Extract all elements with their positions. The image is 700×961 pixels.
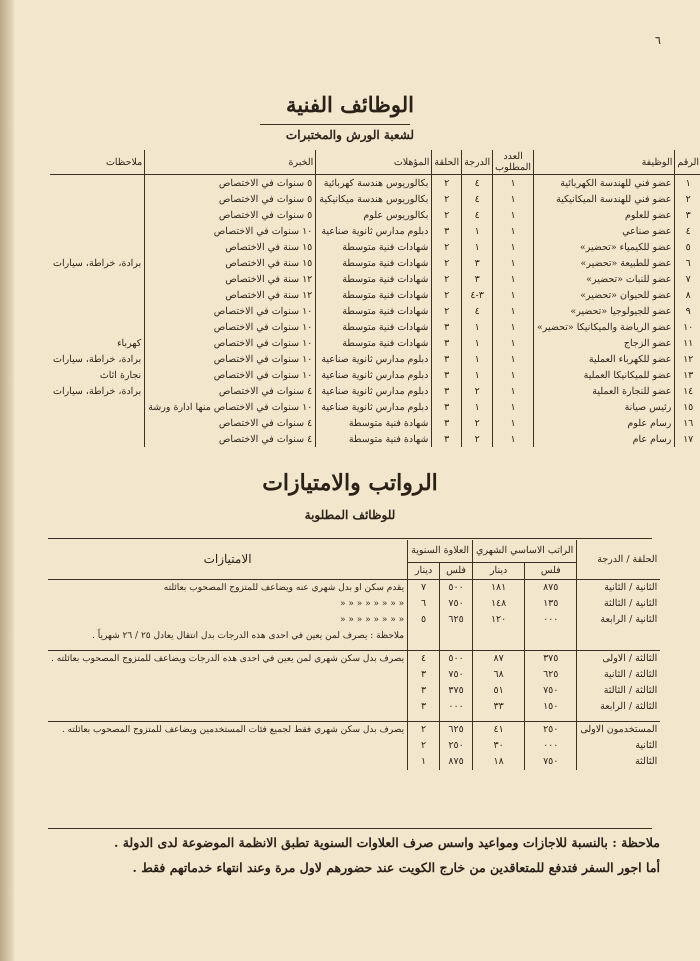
job-note	[50, 415, 145, 431]
job-title: عضو للكيمياء «تحضير»	[534, 239, 675, 255]
basic-dinar	[473, 628, 525, 644]
salary-top-rule	[48, 538, 652, 539]
page-number: ٦	[655, 34, 661, 47]
privilege-text: يصرف بدل سكن شهري لمن يعين في احدى هذه الدرجات ويضاعف للمتزوج المصحوب بعائلته .	[48, 650, 408, 667]
job-count: ١	[493, 431, 534, 447]
job-number: ٨	[675, 287, 700, 303]
job-note	[50, 287, 145, 303]
header-basic-salary: الراتب الاساسي الشهري	[473, 540, 577, 562]
job-note: برادة، خراطة، سيارات	[53, 257, 142, 269]
job-note	[50, 239, 145, 255]
job-row	[50, 415, 700, 431]
basic-fils: ٧٥٠	[525, 683, 577, 699]
salary-row	[48, 699, 660, 715]
job-ring: ٢	[432, 303, 462, 319]
job-number: ١٢	[675, 351, 700, 367]
job-count: ١	[493, 399, 534, 415]
annual-dinar: ٢	[408, 721, 440, 738]
job-title: رسام عام	[534, 431, 675, 447]
privilege-text: « « « « « « « «	[340, 598, 405, 609]
job-ring: ٢	[432, 255, 462, 271]
job-row	[50, 207, 700, 223]
job-ring: ٢	[432, 239, 462, 255]
job-count: ١	[493, 351, 534, 367]
basic-dinar: ٨٧	[473, 650, 525, 667]
header-privileges: الامتيازات	[48, 540, 408, 579]
header-grade: الحلقة / الدرجة	[577, 540, 660, 579]
job-degree: ٣-٤	[462, 287, 493, 303]
job-experience: ١٥ سنة في الاختصاص	[145, 255, 316, 271]
annual-fils: ٣٧٥	[440, 683, 473, 699]
basic-fils: ٠٠٠	[525, 612, 577, 628]
annual-fils	[440, 628, 473, 644]
header-qualifications: المؤهلات	[316, 150, 432, 175]
job-experience: ١٠ سنوات في الاختصاص	[145, 351, 316, 367]
privilege-text: يصرف بدل سكن شهري فقط لجميع فئات المستخدمين ويضاعف للمتزوج المصحوب بعائلته .	[48, 721, 408, 738]
privilege-text	[48, 738, 408, 754]
job-experience: ٥ سنوات في الاختصاص	[145, 191, 316, 207]
header-notes: ملاحظات	[50, 150, 145, 175]
job-title: عضو الرياضة والميكانيكا «تحضير»	[534, 319, 675, 335]
job-qualification: دبلوم مدارس ثانوية صناعية	[316, 223, 432, 239]
job-number: ٩	[675, 303, 700, 319]
job-note	[50, 191, 145, 207]
jobs-title: الوظائف الفنية	[286, 92, 414, 117]
job-count: ١	[493, 383, 534, 399]
job-experience: ١٠ سنوات في الاختصاص	[145, 319, 316, 335]
job-experience: ١٠ سنوات في الاختصاص	[145, 223, 316, 239]
job-experience: ١٢ سنة في الاختصاص	[145, 287, 316, 303]
jobs-subtitle: لشعبة الورش والمختبرات	[285, 128, 415, 142]
job-degree: ١	[462, 367, 493, 383]
salary-row	[48, 612, 660, 628]
job-ring: ٣	[432, 351, 462, 367]
salary-grade: الثالثة / الرابعة	[577, 699, 660, 715]
privilege-text	[48, 699, 408, 715]
jobs-header-row	[50, 150, 700, 175]
annual-dinar: ٤	[408, 650, 440, 667]
job-count: ١	[493, 319, 534, 335]
subheader-annual-dinar: دينار	[408, 562, 440, 579]
job-qualification: بكالوريوس هندسة ميكانيكية	[316, 191, 432, 207]
job-number: ١٠	[675, 319, 700, 335]
job-qualification: شهادة فنية متوسطة	[316, 415, 432, 431]
annual-fils: ٧٥٠	[440, 596, 473, 612]
job-number: ٣	[675, 207, 700, 223]
salary-row	[48, 754, 660, 770]
job-ring: ٢	[432, 191, 462, 207]
job-number: ١	[675, 175, 700, 192]
job-qualification: شهادات فنية متوسطة	[316, 303, 432, 319]
job-qualification: شهادات فنية متوسطة	[316, 287, 432, 303]
job-row	[50, 223, 700, 239]
annual-dinar: ٣	[408, 667, 440, 683]
job-count: ١	[493, 271, 534, 287]
job-qualification: بكالوريوس هندسة كهربائية	[316, 175, 432, 192]
subheader-basic-dinar: دينار	[473, 562, 525, 579]
salary-table	[48, 540, 660, 770]
job-row	[50, 399, 700, 415]
job-ring: ٣	[432, 367, 462, 383]
job-degree: ٣	[462, 271, 493, 287]
job-qualification: دبلوم مدارس ثانوية صناعية	[316, 351, 432, 367]
job-row	[50, 287, 700, 303]
job-count: ١	[493, 367, 534, 383]
job-title: عضو فني للهندسة الكهربائية	[534, 175, 675, 192]
job-title: عضو للنبات «تحضير»	[534, 271, 675, 287]
job-row	[50, 175, 700, 192]
job-title: رسام علوم	[534, 415, 675, 431]
job-degree: ١	[462, 335, 493, 351]
job-note: نجارة اثاث	[99, 369, 142, 381]
job-note	[50, 271, 145, 287]
annual-fils: ٧٥٠	[440, 667, 473, 683]
title-underline	[260, 124, 410, 125]
job-ring: ٣	[432, 399, 462, 415]
annual-dinar: ٢	[408, 738, 440, 754]
job-row	[50, 351, 700, 367]
annual-dinar: ٦	[408, 596, 440, 612]
salary-bottom-rule	[48, 828, 652, 829]
salary-grade: الثالثة	[577, 754, 660, 770]
job-experience: ٤ سنوات في الاختصاص	[145, 383, 316, 399]
job-ring: ٢	[432, 287, 462, 303]
privilege-text: « « « « « « « «	[340, 614, 405, 625]
job-degree: ١	[462, 239, 493, 255]
header-job: الوظيفة	[534, 150, 675, 175]
subheader-basic-fils: فلس	[525, 562, 577, 579]
subheader-annual-fils: فلس	[440, 562, 473, 579]
salary-grade: الثانية / الثالثة	[577, 596, 660, 612]
privilege-text	[48, 667, 408, 683]
basic-dinar: ١٨١	[473, 579, 525, 596]
annual-dinar	[408, 628, 440, 644]
job-row	[50, 431, 700, 447]
header-count: العدد المطلوب	[493, 150, 534, 175]
job-count: ١	[493, 239, 534, 255]
job-number: ٤	[675, 223, 700, 239]
job-number: ٢	[675, 191, 700, 207]
basic-fils: ٢٥٠	[525, 721, 577, 738]
job-number: ٦	[675, 255, 700, 271]
job-note	[50, 223, 145, 239]
job-row	[50, 303, 700, 319]
basic-fils: ١٥٠	[525, 699, 577, 715]
job-experience: ١٢ سنة في الاختصاص	[145, 271, 316, 287]
job-ring: ٣	[432, 383, 462, 399]
job-row	[50, 271, 700, 287]
basic-fils: ٦٢٥	[525, 667, 577, 683]
job-qualification: شهادات فنية متوسطة	[316, 271, 432, 287]
job-degree: ١	[462, 319, 493, 335]
basic-dinar: ١٨	[473, 754, 525, 770]
job-experience: ١٥ سنة في الاختصاص	[145, 239, 316, 255]
job-row	[50, 255, 700, 271]
job-experience: ١٠ سنوات في الاختصاص	[145, 303, 316, 319]
job-title: عضو للميكانيكا العملية	[534, 367, 675, 383]
salary-grade: الثانية	[577, 738, 660, 754]
salary-grade: المستخدمون الاولى	[577, 721, 660, 738]
salary-grade: الثالثة / الثالثة	[577, 683, 660, 699]
annual-dinar: ٥	[408, 612, 440, 628]
job-count: ١	[493, 335, 534, 351]
job-number: ٧	[675, 271, 700, 287]
job-degree: ٤	[462, 175, 493, 192]
job-ring: ٣	[432, 431, 462, 447]
job-title: عضو للنجارة العملية	[534, 383, 675, 399]
job-note	[50, 303, 145, 319]
salary-row	[48, 596, 660, 612]
job-qualification: شهادة فنية متوسطة	[316, 431, 432, 447]
basic-dinar: ٥١	[473, 683, 525, 699]
annual-fils: ٥٠٠	[440, 579, 473, 596]
job-degree: ٤	[462, 207, 493, 223]
salary-title: الرواتب والامتيازات	[262, 470, 438, 496]
annual-fils: ٦٢٥	[440, 612, 473, 628]
job-experience: ٤ سنوات في الاختصاص	[145, 415, 316, 431]
job-number: ١١	[675, 335, 700, 351]
job-number: ١٤	[675, 383, 700, 399]
salary-grade: الثانية / الثانية	[577, 579, 660, 596]
job-count: ١	[493, 175, 534, 192]
basic-dinar: ٤١	[473, 721, 525, 738]
job-title: عضو للكهرباء العملية	[534, 351, 675, 367]
job-count: ١	[493, 415, 534, 431]
job-qualification: دبلوم مدارس ثانوية صناعية	[316, 383, 432, 399]
basic-dinar: ١٢٠	[473, 612, 525, 628]
job-experience: ١٠ سنوات في الاختصاص منها ادارة ورشة	[145, 399, 316, 415]
job-qualification: دبلوم مدارس ثانوية صناعية	[316, 367, 432, 383]
job-degree: ٢	[462, 383, 493, 399]
job-note	[50, 399, 145, 415]
job-degree: ٤	[462, 191, 493, 207]
job-degree: ٣	[462, 255, 493, 271]
job-degree: ١	[462, 351, 493, 367]
job-number: ١٧	[675, 431, 700, 447]
salary-grade: الثانية / الرابعة	[577, 612, 660, 628]
privilege-text	[48, 754, 408, 770]
job-title: عضو الزجاج	[534, 335, 675, 351]
jobs-table	[50, 150, 700, 447]
annual-fils: ٠٠٠	[440, 699, 473, 715]
basic-fils: ٠٠٠	[525, 738, 577, 754]
salary-grade: الثالثة / الاولى	[577, 650, 660, 667]
privilege-text: ملاحظة : يصرف لمن يعين في احدى هذه الدرجات بدل انتقال يعادل ٢٥ / ٢٦ شهرياً .	[92, 630, 405, 641]
basic-fils: ٨٧٥	[525, 579, 577, 596]
job-count: ١	[493, 223, 534, 239]
job-degree: ٢	[462, 431, 493, 447]
job-number: ١٥	[675, 399, 700, 415]
job-ring: ٢	[432, 207, 462, 223]
header-degree: الدرجة	[462, 150, 493, 175]
job-count: ١	[493, 207, 534, 223]
job-title: عضو للجيولوجيا «تحضير»	[534, 303, 675, 319]
salary-subtitle: للوظائف المطلوبة	[304, 508, 396, 522]
job-experience: ١٠ سنوات في الاختصاص	[145, 367, 316, 383]
job-note	[50, 207, 145, 223]
annual-fils: ٨٧٥	[440, 754, 473, 770]
salary-row	[48, 721, 660, 738]
job-degree: ٤	[462, 303, 493, 319]
job-note	[50, 319, 145, 335]
job-qualification: دبلوم مدارس ثانوية صناعية	[316, 399, 432, 415]
job-row	[50, 191, 700, 207]
salary-row	[48, 628, 660, 644]
salary-header-row	[48, 540, 660, 562]
job-row	[50, 319, 700, 335]
annual-dinar: ١	[408, 754, 440, 770]
footer-note-2: أما اجور السفر فتدفع للمتعاقدين من خارج الكويت عند حضورهم لاول مرة وعند انتهاء خدماتهم فقط .	[132, 860, 660, 875]
job-experience: ٤ سنوات في الاختصاص	[145, 431, 316, 447]
job-title: عضو فني للهندسة الميكانيكية	[534, 191, 675, 207]
basic-dinar: ٦٨	[473, 667, 525, 683]
job-degree: ٢	[462, 415, 493, 431]
job-ring: ٢	[432, 175, 462, 192]
privilege-text	[48, 683, 408, 699]
job-qualification: شهادات فنية متوسطة	[316, 335, 432, 351]
job-count: ١	[493, 191, 534, 207]
job-note	[50, 431, 145, 447]
basic-dinar: ١٤٨	[473, 596, 525, 612]
salary-grade	[577, 628, 660, 644]
basic-fils: ١٣٥	[525, 596, 577, 612]
annual-dinar: ٧	[408, 579, 440, 596]
job-number: ١٣	[675, 367, 700, 383]
job-ring: ٢	[432, 271, 462, 287]
header-experience: الخبرة	[145, 150, 316, 175]
job-count: ١	[493, 303, 534, 319]
basic-fils	[525, 628, 577, 644]
salary-row	[48, 650, 660, 667]
salary-grade: الثالثة / الثانية	[577, 667, 660, 683]
job-title: رئيس صيانة	[534, 399, 675, 415]
annual-fils: ٢٥٠	[440, 738, 473, 754]
job-experience: ٥ سنوات في الاختصاص	[145, 207, 316, 223]
salary-row	[48, 683, 660, 699]
footer-note-1: ملاحظة : بالنسبة للاجازات ومواعيد واسس صرف العلاوات السنوية تطبق الانظمة الموضوعة لدى الدولة .	[114, 835, 660, 850]
job-note: برادة، خراطة، سيارات	[53, 385, 142, 397]
privilege-text: يقدم سكن او بدل شهري عنه ويضاعف للمتزوج المصحوب بعائلته	[163, 582, 405, 593]
job-ring: ٣	[432, 415, 462, 431]
annual-dinar: ٣	[408, 699, 440, 715]
job-ring: ٣	[432, 223, 462, 239]
job-title: عضو للحيوان «تحضير»	[534, 287, 675, 303]
job-qualification: شهادات فنية متوسطة	[316, 239, 432, 255]
annual-fils: ٦٢٥	[440, 721, 473, 738]
job-qualification: بكالوريوس علوم	[316, 207, 432, 223]
job-note: كهرباء	[117, 337, 142, 349]
job-number: ١٦	[675, 415, 700, 431]
job-experience: ٥ سنوات في الاختصاص	[145, 175, 316, 192]
job-row	[50, 335, 700, 351]
annual-dinar: ٣	[408, 683, 440, 699]
job-count: ١	[493, 287, 534, 303]
job-note	[50, 175, 145, 192]
job-qualification: شهادات فنية متوسطة	[316, 319, 432, 335]
header-annual-increment: العلاوة السنوية	[408, 540, 473, 562]
job-row	[50, 383, 700, 399]
job-row	[50, 367, 700, 383]
salary-row	[48, 667, 660, 683]
job-number: ٥	[675, 239, 700, 255]
job-count: ١	[493, 255, 534, 271]
annual-fils: ٥٠٠	[440, 650, 473, 667]
job-experience: ١٠ سنوات في الاختصاص	[145, 335, 316, 351]
salary-row	[48, 579, 660, 596]
job-note: برادة، خراطة، سيارات	[53, 353, 142, 365]
header-ring: الحلقة	[432, 150, 462, 175]
header-num: الرقم	[675, 150, 700, 175]
job-qualification: شهادات فنية متوسطة	[316, 255, 432, 271]
job-ring: ٣	[432, 335, 462, 351]
job-title: عضو للطبيعة «تحضير»	[534, 255, 675, 271]
job-degree: ١	[462, 399, 493, 415]
job-row	[50, 239, 700, 255]
basic-dinar: ٣٣	[473, 699, 525, 715]
basic-fils: ٧٥٠	[525, 754, 577, 770]
basic-fils: ٣٧٥	[525, 650, 577, 667]
basic-dinar: ٣٠	[473, 738, 525, 754]
salary-row	[48, 738, 660, 754]
job-title: عضو للعلوم	[534, 207, 675, 223]
job-title: عضو صناعي	[534, 223, 675, 239]
job-degree: ١	[462, 223, 493, 239]
job-ring: ٣	[432, 319, 462, 335]
